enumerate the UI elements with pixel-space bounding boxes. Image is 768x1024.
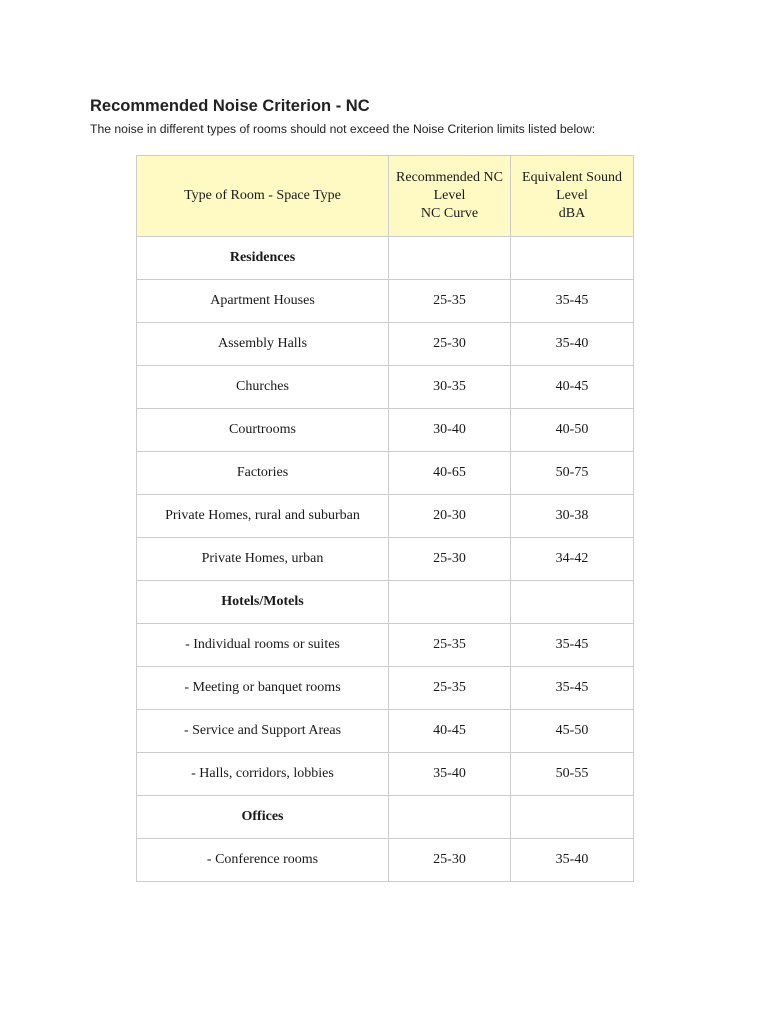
dba-value: 40-50 xyxy=(511,409,634,452)
dba-value: 30-38 xyxy=(511,495,634,538)
header-nc-line: NC Curve xyxy=(420,206,479,221)
table-row xyxy=(137,753,634,796)
table-row xyxy=(137,667,634,710)
table-row xyxy=(137,409,634,452)
room-type: Courtrooms xyxy=(137,409,389,452)
page-intro: The noise in different types of rooms should not exceed the Noise Criterion limits listed below: xyxy=(90,122,596,136)
header-sound-line: dBA xyxy=(558,206,586,221)
dba-value: 35-40 xyxy=(511,323,634,366)
dba-value: 35-45 xyxy=(511,667,634,710)
nc-value xyxy=(389,237,511,280)
room-type: - Halls, corridors, lobbies xyxy=(137,753,389,796)
nc-value: 20-30 xyxy=(389,495,511,538)
room-type: - Service and Support Areas xyxy=(137,710,389,753)
header-sound-line: Equivalent Sound xyxy=(522,170,622,185)
table-row xyxy=(137,280,634,323)
header-nc-line: Recommended NC xyxy=(396,170,503,185)
room-type: Factories xyxy=(137,452,389,495)
table-row xyxy=(137,323,634,366)
nc-value: 30-35 xyxy=(389,366,511,409)
room-type: Churches xyxy=(137,366,389,409)
table-header xyxy=(137,156,634,237)
room-type: Private Homes, urban xyxy=(137,538,389,581)
nc-value: 25-35 xyxy=(389,667,511,710)
room-type: - Conference rooms xyxy=(137,839,389,882)
nc-value: 40-45 xyxy=(389,710,511,753)
header-sound-level xyxy=(511,156,634,237)
section-label: Hotels/Motels xyxy=(137,581,389,624)
table-row xyxy=(137,538,634,581)
section-label: Offices xyxy=(137,796,389,839)
nc-value: 40-65 xyxy=(389,452,511,495)
dba-value: 35-45 xyxy=(511,280,634,323)
header-nc-line: Level xyxy=(433,188,466,203)
nc-value: 25-35 xyxy=(389,280,511,323)
dba-value xyxy=(511,237,634,280)
dba-value: 35-40 xyxy=(511,839,634,882)
dba-value: 35-45 xyxy=(511,624,634,667)
room-type: - Meeting or banquet rooms xyxy=(137,667,389,710)
section-label: Residences xyxy=(137,237,389,280)
table-row xyxy=(137,366,634,409)
header-room-type: Type of Room - Space Type xyxy=(137,156,389,237)
table-body xyxy=(137,237,634,882)
nc-value: 30-40 xyxy=(389,409,511,452)
dba-value: 34-42 xyxy=(511,538,634,581)
table-row xyxy=(137,796,634,839)
table-row xyxy=(137,452,634,495)
dba-value: 45-50 xyxy=(511,710,634,753)
nc-value xyxy=(389,796,511,839)
table-row xyxy=(137,581,634,624)
nc-value: 25-30 xyxy=(389,839,511,882)
table-row xyxy=(137,710,634,753)
page-title: Recommended Noise Criterion - NC xyxy=(90,97,370,115)
nc-value: 25-30 xyxy=(389,323,511,366)
table-header-row xyxy=(137,156,634,237)
room-type: Private Homes, rural and suburban xyxy=(137,495,389,538)
table-row xyxy=(137,624,634,667)
nc-value: 35-40 xyxy=(389,753,511,796)
dba-value: 50-75 xyxy=(511,452,634,495)
nc-value: 25-30 xyxy=(389,538,511,581)
table-row xyxy=(137,495,634,538)
dba-value xyxy=(511,796,634,839)
room-type: Assembly Halls xyxy=(137,323,389,366)
table-row xyxy=(137,839,634,882)
nc-value: 25-35 xyxy=(389,624,511,667)
nc-value xyxy=(389,581,511,624)
header-nc-level xyxy=(389,156,511,237)
room-type: Apartment Houses xyxy=(137,280,389,323)
dba-value xyxy=(511,581,634,624)
dba-value: 40-45 xyxy=(511,366,634,409)
dba-value: 50-55 xyxy=(511,753,634,796)
noise-criterion-table xyxy=(136,155,634,882)
table-row xyxy=(137,237,634,280)
room-type: - Individual rooms or suites xyxy=(137,624,389,667)
header-sound-line: Level xyxy=(556,188,588,203)
